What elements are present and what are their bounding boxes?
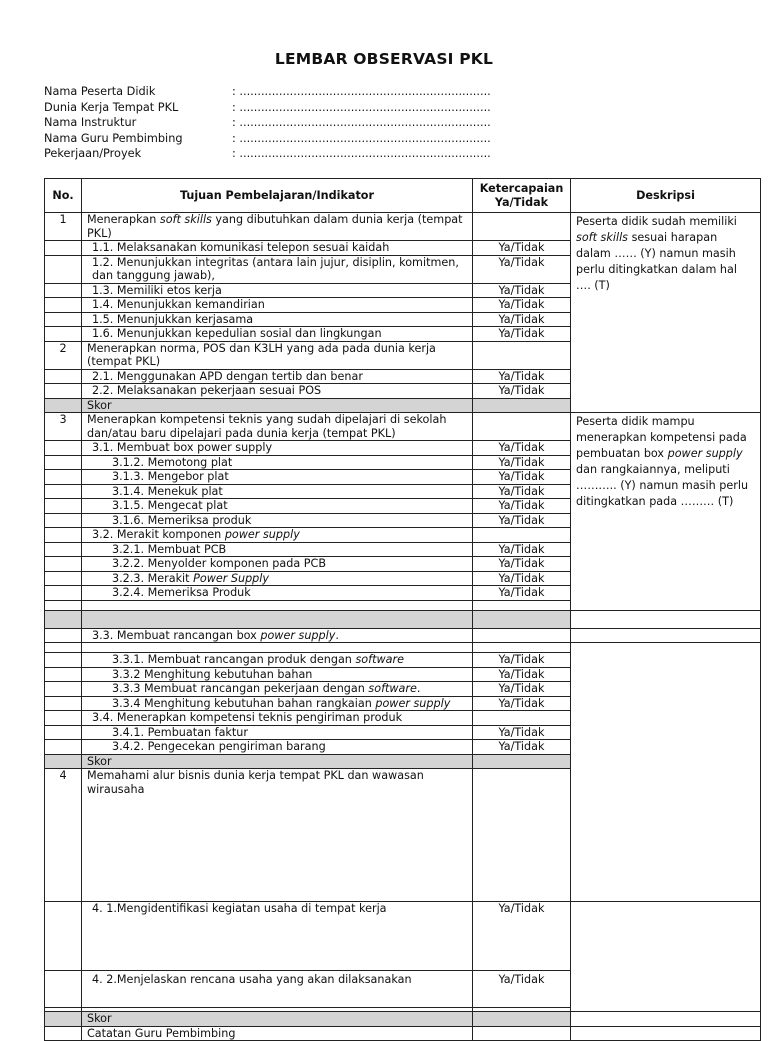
indicator: 1.4. Menunjukkan kemandirian bbox=[82, 298, 473, 313]
achievement-cell bbox=[473, 213, 571, 241]
yes-no: Ya/Tidak bbox=[473, 455, 571, 470]
yes-no: Ya/Tidak bbox=[473, 312, 571, 327]
yes-no: Ya/Tidak bbox=[473, 653, 571, 668]
section-goal: Memahami alur bisnis dunia kerja tempat PKL dan wawasan wirausaha bbox=[82, 769, 473, 902]
achievement-cell bbox=[473, 413, 571, 441]
yes-no: Ya/Tidak bbox=[473, 725, 571, 740]
blank-shaded-row bbox=[45, 610, 761, 628]
info-row-teacher bbox=[44, 131, 522, 147]
indicator: 4. 1.Mengidentifikasi kegiatan usaha di tempat kerja bbox=[82, 902, 473, 971]
score-label: Skor bbox=[82, 398, 473, 413]
yes-no: Ya/Tidak bbox=[473, 484, 571, 499]
indicator: 1.3. Memiliki etos kerja bbox=[82, 283, 473, 298]
table-row bbox=[45, 628, 761, 643]
desc-text: sesuai harapan dalam …… (Y) namun masih perlu ditingkatkan dalam hal …. (T) bbox=[576, 231, 737, 292]
table-row bbox=[45, 971, 761, 1008]
indicator bbox=[82, 682, 473, 697]
info-value: : ...................................................................... bbox=[232, 85, 491, 98]
indicator bbox=[82, 653, 473, 668]
indicator: 1.2. Menunjukkan integritas (antara lain jujur, disiplin, komitmen, dan tanggung jawab), bbox=[82, 255, 473, 283]
indicator: 1.1. Melaksanakan komunikasi telepon sesuai kaidah bbox=[82, 241, 473, 256]
section-goal bbox=[82, 213, 473, 241]
achievement-cell bbox=[473, 769, 571, 902]
row-number: 2 bbox=[45, 341, 82, 369]
yes-no: Ya/Tidak bbox=[473, 902, 571, 971]
indicator: 3.4.2. Pengecekan pengiriman barang bbox=[82, 740, 473, 755]
table-header-row bbox=[45, 179, 761, 213]
desc-text-italic: power supply bbox=[667, 447, 743, 460]
indicator: 2.1. Menggunakan APD dengan tertib dan benar bbox=[82, 369, 473, 384]
row-number: 3 bbox=[45, 413, 82, 441]
yes-no: Ya/Tidak bbox=[473, 682, 571, 697]
indicator bbox=[82, 628, 473, 643]
indicator: 1.5. Menunjukkan kerjasama bbox=[82, 312, 473, 327]
description-cell-empty bbox=[571, 643, 761, 902]
yes-no: Ya/Tidak bbox=[473, 384, 571, 399]
info-label: Nama Peserta Didik bbox=[44, 85, 156, 98]
yes-no: Ya/Tidak bbox=[473, 571, 571, 586]
yes-no: Ya/Tidak bbox=[473, 470, 571, 485]
description-cell bbox=[571, 213, 761, 413]
participant-info bbox=[44, 84, 522, 162]
indicator-text-italic: power supply bbox=[375, 696, 451, 710]
desc-text-italic: soft skills bbox=[576, 231, 629, 244]
table-row bbox=[45, 413, 761, 441]
section-goal: Menerapkan kompetensi teknis yang sudah dipelajari di sekolah dan/atau baru dipelajari pada dunia kerja (tempat PKL) bbox=[82, 413, 473, 441]
indicator-text-italic: software bbox=[355, 653, 404, 666]
desc-text: dan rangkaiannya, meliputi ……….. (Y) namun masih perlu ditingkatkan pada ……… (T) bbox=[576, 463, 749, 508]
info-row-project bbox=[44, 146, 522, 162]
indicator-text: 3.3.1. Membuat rancangan produk dengan bbox=[112, 653, 356, 666]
indicator-text: 3.3.3 Membuat rancangan pekerjaan dengan bbox=[112, 682, 369, 695]
table-row bbox=[45, 213, 761, 241]
indicator: 3.1.2. Memotong plat bbox=[82, 455, 473, 470]
indicator-text-italic: Power Supply bbox=[193, 571, 270, 585]
indicator bbox=[82, 528, 473, 543]
indicator: 3.1. Membuat box power supply bbox=[82, 441, 473, 456]
goal-text: yang dibutuhkan dalam dunia kerja (tempat PKL) bbox=[87, 213, 463, 240]
indicator bbox=[82, 696, 473, 711]
desc-text: Peserta didik sudah memiliki bbox=[576, 215, 737, 228]
yes-no: Ya/Tidak bbox=[473, 241, 571, 256]
desc-text: Peserta didik mampu menerapkan kompetensi pada pembuatan box bbox=[576, 415, 747, 460]
yes-no: Ya/Tidak bbox=[473, 740, 571, 755]
description-cell bbox=[571, 413, 761, 611]
indicator-text: 3.2.3. Merakit bbox=[112, 571, 194, 585]
indicator: 3.2.2. Menyolder komponen pada PCB bbox=[82, 557, 473, 572]
yes-no: Ya/Tidak bbox=[473, 971, 571, 1008]
info-label: Pekerjaan/Proyek bbox=[44, 147, 142, 160]
yes-no: Ya/Tidak bbox=[473, 255, 571, 283]
info-row-student bbox=[44, 84, 522, 100]
indicator: 3.3.2 Menghitung kebutuhan bahan bbox=[82, 667, 473, 682]
yes-no: Ya/Tidak bbox=[473, 667, 571, 682]
row-number: 1 bbox=[45, 213, 82, 241]
indicator: 4. 2.Menjelaskan rencana usaha yang akan dilaksanakan bbox=[82, 971, 473, 1008]
indicator: 3.2.4. Memeriksa Produk bbox=[82, 586, 473, 601]
section-goal: Menerapkan norma, POS dan K3LH yang ada pada dunia kerja (tempat PKL) bbox=[82, 341, 473, 369]
indicator-text: 3.2. Merakit komponen bbox=[92, 528, 225, 541]
observation-table bbox=[44, 178, 761, 1041]
score-label: Skor bbox=[82, 754, 473, 769]
indicator: 3.1.5. Mengecat plat bbox=[82, 499, 473, 514]
indicator: 3.1.3. Mengebor plat bbox=[82, 470, 473, 485]
indicator-text-italic: power supply bbox=[260, 628, 336, 642]
indicator: 1.6. Menunjukkan kepedulian sosial dan lingkungan bbox=[82, 327, 473, 342]
indicator: 3.2.1. Membuat PCB bbox=[82, 542, 473, 557]
yes-no: Ya/Tidak bbox=[473, 283, 571, 298]
indicator: 3.1.6. Memeriksa produk bbox=[82, 513, 473, 528]
yes-no: Ya/Tidak bbox=[473, 441, 571, 456]
yes-no: Ya/Tidak bbox=[473, 513, 571, 528]
header-description: Deskripsi bbox=[571, 179, 761, 213]
info-label: Dunia Kerja Tempat PKL bbox=[44, 100, 179, 114]
yes-no: Ya/Tidak bbox=[473, 499, 571, 514]
indicator-text: 3.3.4 Menghitung kebutuhan bahan rangkaian bbox=[112, 696, 376, 710]
yes-no: Ya/Tidak bbox=[473, 327, 571, 342]
notes-row bbox=[45, 1026, 761, 1041]
info-value: : ...................................................................... bbox=[232, 100, 491, 114]
table-row bbox=[45, 643, 761, 653]
indicator: 3.4. Menerapkan kompetensi teknis pengiriman produk bbox=[82, 711, 473, 726]
info-value: : ...................................................................... bbox=[232, 131, 491, 145]
info-row-workplace bbox=[44, 100, 522, 116]
yes-no: Ya/Tidak bbox=[473, 369, 571, 384]
yes-no: Ya/Tidak bbox=[473, 586, 571, 601]
yes-no: Ya/Tidak bbox=[473, 696, 571, 711]
indicator: 2.2. Melaksanakan pekerjaan sesuai POS bbox=[82, 384, 473, 399]
indicator bbox=[82, 571, 473, 586]
indicator-text-italic: power supply bbox=[224, 528, 300, 541]
notes-label: Catatan Guru Pembimbing bbox=[82, 1026, 473, 1041]
page-title: LEMBAR OBSERVASI PKL bbox=[274, 50, 494, 68]
yes-no: Ya/Tidak bbox=[473, 298, 571, 313]
indicator-text-italic: software bbox=[368, 682, 417, 695]
indicator-text: 3.3. Membuat rancangan box bbox=[92, 628, 261, 642]
indicator-text: . bbox=[335, 628, 339, 642]
yes-no: Ya/Tidak bbox=[473, 542, 571, 557]
header-goal: Tujuan Pembelajaran/Indikator bbox=[82, 179, 473, 213]
yes-no: Ya/Tidak bbox=[473, 557, 571, 572]
info-row-instructor bbox=[44, 115, 522, 131]
info-value: : ...................................................................... bbox=[232, 116, 491, 129]
info-value: : ...................................................................... bbox=[232, 147, 491, 160]
achievement-cell bbox=[473, 341, 571, 369]
header-no: No. bbox=[45, 179, 82, 213]
indicator-text: . bbox=[416, 682, 421, 695]
table-row bbox=[45, 902, 761, 971]
indicator: 3.4.1. Pembuatan faktur bbox=[82, 725, 473, 740]
indicator: 3.1.4. Menekuk plat bbox=[82, 484, 473, 499]
row-number: 4 bbox=[45, 769, 82, 902]
score-label: Skor bbox=[82, 1012, 473, 1027]
info-label: Nama Instruktur bbox=[44, 116, 137, 129]
info-label: Nama Guru Pembimbing bbox=[44, 131, 183, 145]
header-achievement: Ketercapaian Ya/Tidak bbox=[473, 179, 571, 213]
goal-text: Menerapkan bbox=[87, 213, 160, 226]
goal-text-italic: soft skills bbox=[159, 213, 212, 226]
